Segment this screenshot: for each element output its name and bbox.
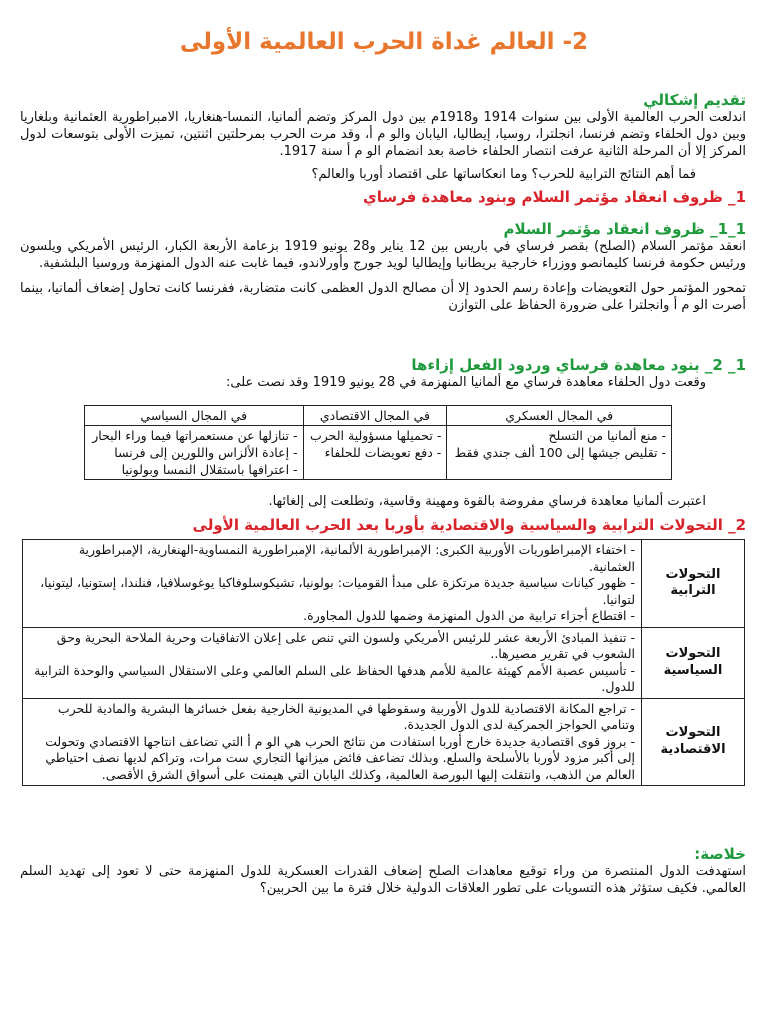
sub1-paragraph-1: انعقد مؤتمر السلام (الصلح) بقصر فرساي في باريس بين 12 يناير و28 يونيو 1919 بزعامة الأربعة الكبار، الرئيس الأمريكي ويلسون ورئيس حكومة فرنسا كليمانصو ووزراء خارجية بريطانيا وإيطاليا لويد جورج وأورلاندو، فيما غابت عنه الدول المنهزمة وروسيا البلشفية. (20, 239, 746, 271)
intro-text: اندلعت الحرب العالمية الأولى بين سنوات 1914 و1918م بين دول المركز وتضم ألمانيا، النمسا-هنغاريا، الامبراطورية العثمانية وبلغاريا وبين دول الحلفاء وتضم فرنسا، انجلترا، روسيا، إيطاليا، اليابان والو م أ، وقد مرت الحرب بمرحلتين اثنتين، تميزت الأولى بتوسعات لدول المركز إلا أن المرحلة الثانية عرفت انتصار الحلفاء خاصة بعد انضمام الو م أ سنة 1917. (20, 110, 746, 159)
territorial-line-2: - ظهور كيانات سياسية جديدة مرتكزة على مبدأ القوميات: بولونيا، تشيكوسلوفاكيا يوغوسلافيا، فنلندا، إستونيا، ليتونيا، لتوانيا. (40, 575, 635, 607)
sub2-heading: 1_ 2_ بنود معاهدة فرساي وردود الفعل إزاءها (411, 356, 746, 374)
section1-sub2 (20, 357, 746, 391)
section1-heading: 1_ ظروف انعقاد مؤتمر السلام وبنود معاهدة فرساي (363, 188, 746, 206)
military-cell (447, 426, 672, 480)
table-row (23, 627, 745, 698)
table-row (23, 698, 745, 786)
section1-sub1 (20, 221, 746, 314)
sub2-after (20, 493, 746, 510)
header-military: في المجال العسكري (447, 406, 672, 426)
header-political: في المجال السياسي (85, 406, 304, 426)
intro-heading: تقديم إشكالي (643, 91, 746, 109)
section2-heading: 2_ التحولات الترابية والسياسية والاقتصادية بأوربا بعد الحرب العالمية الأولى (192, 516, 746, 534)
military-term-1: - منع ألمانيا من التسلح (548, 428, 666, 443)
economic-content (23, 698, 642, 786)
germany-reaction-text: اعتبرت ألمانيا معاهدة فرساي مفروضة بالقوة ومهينة وقاسية، وتطلعت إلى إلغائها. (268, 494, 706, 509)
political-cell (85, 426, 304, 480)
section2 (20, 517, 746, 534)
page-title: 2- العالم غداة الحرب العالمية الأولى (179, 29, 589, 55)
table-row (23, 540, 745, 628)
political-content (23, 627, 642, 698)
economic-label: التحولات الاقتصادية (642, 698, 745, 786)
economic-line-1: - تراجع المكانة الاقتصادية للدول الأوربية وسقوطها في المديونية الخارجية بفعل خسائرها البشرية والمادية للحرب وتنامي الحواجز الجمركية لدى الدول الجديدة. (57, 700, 635, 732)
sub2-intro: وقعت دول الحلفاء معاهدة فرساي مع ألمانيا المنهزمة في 28 يونيو 1919 وقد نصت على: (225, 375, 706, 390)
economic-term-1: - تحميلها مسؤولية الحرب (310, 428, 442, 443)
sub1-paragraph-2: تمحور المؤتمر حول التعويضات وإعادة رسم الحدود إلا أن مصالح الدول العظمى كانت متضاربة، ففرنسا كانت تحاول إضعاف ألمانيا، بينما أصرت الو م أ وانجلترا على ضرورة الحفاظ على التوازن (20, 281, 746, 313)
conclusion-section (20, 846, 746, 897)
political-label: التحولات السياسية (642, 627, 745, 698)
territorial-line-3: - اقتطاع أجزاء ترابية من الدول المنهزمة وضمها للدول المجاورة. (303, 608, 635, 623)
economic-term-2: - دفع تعويضات للحلفاء (324, 445, 442, 460)
economic-cell (303, 426, 447, 480)
sub1-heading: 1_1_ ظروف انعقاد مؤتمر السلام (503, 220, 746, 238)
table-header-row (85, 406, 672, 426)
conclusion-heading: خلاصة: (694, 845, 746, 863)
political-line-2: - تأسيس عصبة الأمم كهيئة عالمية للأمم هدفها الحفاظ على السلم العالمي وعلى الاستقلال السياسي والوحدة الترابية للدول. (34, 662, 635, 694)
intro-question: فما أهم النتائج الترابية للحرب؟ وما انعكاساتها على اقتصاد أوربا والعالم؟ (311, 167, 696, 182)
territorial-label: التحولات الترابية (642, 540, 745, 628)
table-row (85, 426, 672, 480)
political-term-2: - إعادة الألزاس واللورين إلى فرنسا (114, 445, 298, 460)
transformations-table (22, 539, 745, 786)
versailles-terms-table (84, 405, 672, 480)
conclusion-text: استهدفت الدول المنتصرة من وراء توقيع معاهدات الصلح إضعاف القدرات العسكرية للدول المنهزمة حتى لا تعود إلى تهديد السلم العالمي. فكيف ستؤثر هذه التسويات على تطور العلاقات الدولية خلال فترة ما بين الحربين؟ (20, 864, 746, 896)
header-economic: في المجال الاقتصادي (303, 406, 447, 426)
political-term-3: - اعترافها باستقلال النمسا وبولونيا (121, 462, 298, 477)
economic-line-2: - بروز قوى اقتصادية جديدة خارج أوربا استفادت من نتائج الحرب هي الو م أ التي تضاعف انتاجها الاقتصادي وتحولت إلى أكبر مزود لأوربا بالأسلحة والسلع. وبذلك تضاعف فائض ميزانها التجاري ست مرات، وتراكم لديها نصف احتياطي العالم من الذهب، وانتقلت إليها البورصة العالمية، وكذلك اليابان التي هيمنت على أسواق الشرق الأقصى. (45, 733, 635, 782)
military-term-2: - تقليص جيشها إلى 100 ألف جندي فقط (454, 445, 666, 460)
political-term-1: - تنازلها عن مستعمراتها فيما وراء البحار (92, 428, 298, 443)
political-line-1: - تنفيذ المبادئ الأربعة عشر للرئيس الأمريكي ولسون التي تنص على إعلان الاتفاقيات وحرية الملاحة البحرية وحق الشعوب في تقرير مصيرها.. (56, 629, 635, 661)
territorial-content (23, 540, 642, 628)
intro-section (20, 92, 746, 183)
section1 (20, 189, 746, 206)
territorial-line-1: - اختفاء الإمبراطوريات الأوربية الكبرى: الإمبراطورية الألمانية، الإمبراطورية النمساوية-الهنغارية، الإمبراطورية العثمانية. (78, 542, 635, 574)
